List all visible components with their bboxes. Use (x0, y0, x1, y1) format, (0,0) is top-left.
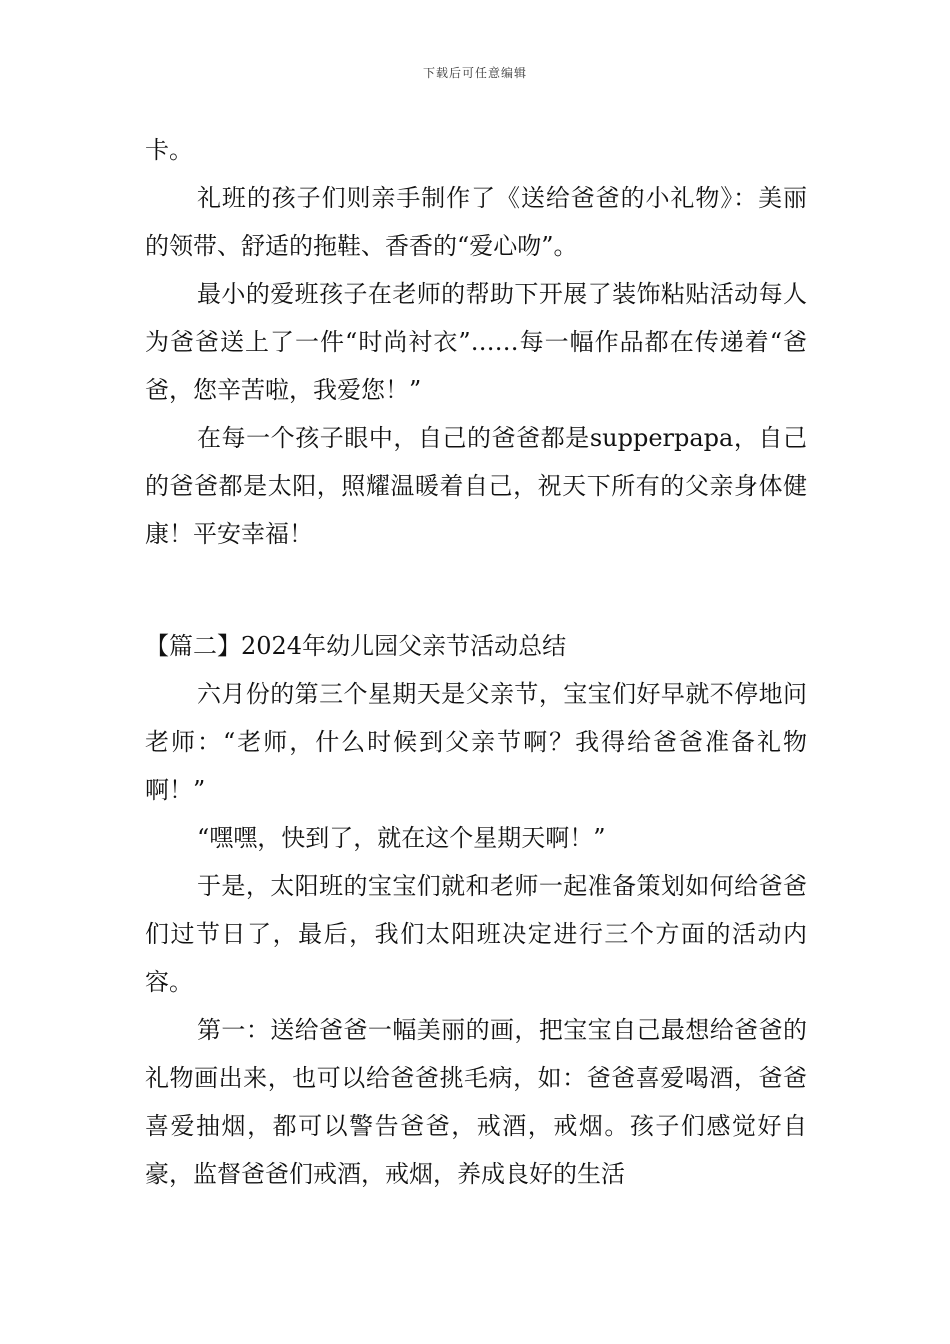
document-body (145, 126, 807, 1198)
paragraph: 在每一个孩子眼中，自己的爸爸都是supperpapa，自己的爸爸都是太阳，照耀温暖着自己，祝天下所有的父亲身体健康！平安幸福！ (145, 424, 807, 548)
paragraph: 六月份的第三个星期天是父亲节，宝宝们好早就不停地问老师：“老师，什么时候到父亲节啊？我得给爸爸准备礼物啊！” (145, 680, 807, 804)
paragraph: 于是，太阳班的宝宝们就和老师一起准备策划如何给爸爸们过节日了，最后，我们太阳班决定进行三个方面的活动内容。 (145, 872, 807, 996)
paragraph: 第一：送给爸爸一幅美丽的画，把宝宝自己最想给爸爸的礼物画出来，也可以给爸爸挑毛病，如：爸爸喜爱喝酒，爸爸喜爱抽烟，都可以警告爸爸，戒酒，戒烟。孩子们感觉好自豪，监督爸爸们戒酒，戒烟，养成良好的生活 (145, 1016, 807, 1188)
section-title: 【篇二】2024年幼儿园父亲节活动总结 (145, 632, 567, 660)
paragraph: 最小的爱班孩子在老师的帮助下开展了装饰粘贴活动每人为爸爸送上了一件“时尚衬衣”……每一幅作品都在传递着“爸爸，您辛苦啦，我爱您！” (145, 280, 807, 404)
section-spacer (145, 558, 807, 622)
paragraph-continuation: 卡。 (145, 136, 193, 164)
paragraph: “嘿嘿，快到了，就在这个星期天啊！” (197, 824, 606, 852)
page-header: 下载后可任意编辑 (422, 66, 527, 80)
paragraph: 礼班的孩子们则亲手制作了《送给爸爸的小礼物》：美丽的领带、舒适的拖鞋、香香的“爱心吻”。 (145, 184, 807, 260)
